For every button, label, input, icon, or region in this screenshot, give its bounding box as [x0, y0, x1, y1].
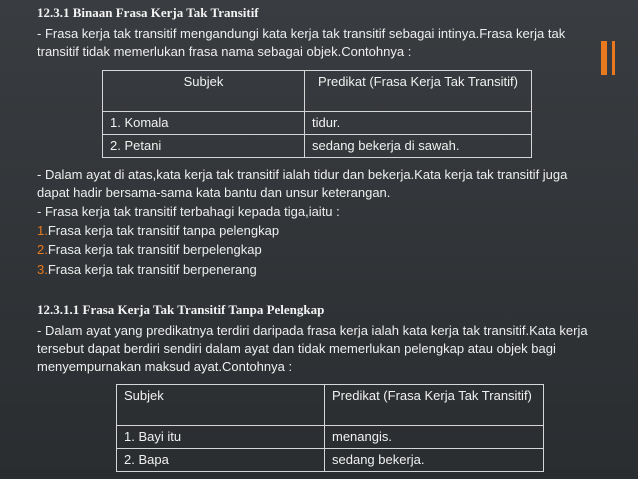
section2-heading: 12.3.1.1 Frasa Kerja Tak Transitif Tanpa Pelengkap — [37, 302, 325, 317]
table-cell: menangis. — [325, 426, 544, 449]
list-item — [37, 222, 279, 240]
table-header-predikat: Predikat (Frasa Kerja Tak Transitif) — [325, 385, 544, 426]
table-row — [117, 449, 544, 472]
list-text: Frasa kerja tak transitif berpelengkap — [47, 242, 262, 257]
section1-note2: - Frasa kerja tak transitif terbahagi kepada tiga,iaitu : — [37, 204, 340, 219]
table-cell: sedang bekerja di sawah. — [305, 135, 532, 158]
table-header-row — [103, 71, 532, 112]
table-row — [103, 112, 532, 135]
table-cell: tidur. — [305, 112, 532, 135]
table-header-subjek: Subjek — [103, 71, 305, 112]
table-header-predikat: Predikat (Frasa Kerja Tak Transitif) — [305, 71, 532, 112]
section1-note1: - Dalam ayat di atas,kata kerja tak transitif ialah tidur dan bekerja.Kata kerja tak transitif juga dapat hadir bersama-sama kata bantu dan unsur keterangan. — [37, 167, 568, 200]
table-row — [117, 426, 544, 449]
accent-bar-thin — [612, 41, 615, 75]
table-header-subjek: Subjek — [117, 385, 325, 426]
list-text: Frasa kerja tak transitif berpenerang — [47, 262, 257, 277]
section2-intro: - Dalam ayat yang predikatnya terdiri daripada frasa kerja ialah kata kerja tak transitif.Kata kerja tersebut dapat berdiri sendiri dalam ayat dan tidak memerlukan pelengkap atau objek bagi menyempurnakan maksud ayat.Contohnya : — [37, 323, 588, 374]
list-text: Frasa kerja tak transitif tanpa pelengkap — [47, 223, 280, 238]
table-cell: 1. Bayi itu — [117, 426, 325, 449]
list-number: 1. — [37, 223, 48, 238]
list-item — [37, 261, 257, 279]
list-number: 3. — [37, 262, 48, 277]
table-cell: 2. Bapa — [117, 449, 325, 472]
section1-table — [102, 70, 532, 158]
table-cell: 1. Komala — [103, 112, 305, 135]
list-item — [37, 241, 262, 259]
table-header-row — [117, 385, 544, 426]
accent-bar-thick — [601, 41, 607, 75]
table-cell: 2. Petani — [103, 135, 305, 158]
table-cell: sedang bekerja. — [325, 449, 544, 472]
table-row — [103, 135, 532, 158]
section1-intro: - Frasa kerja tak transitif mengandungi kata kerja tak transitif sebagai intinya.Frasa kerja tak transitif tidak memerlukan frasa nama sebagai objek.Contohnya : — [37, 26, 566, 59]
section2-table — [116, 384, 544, 472]
list-number: 2. — [37, 242, 48, 257]
section1-heading: 12.3.1 Binaan Frasa Kerja Tak Transitif — [37, 5, 259, 20]
